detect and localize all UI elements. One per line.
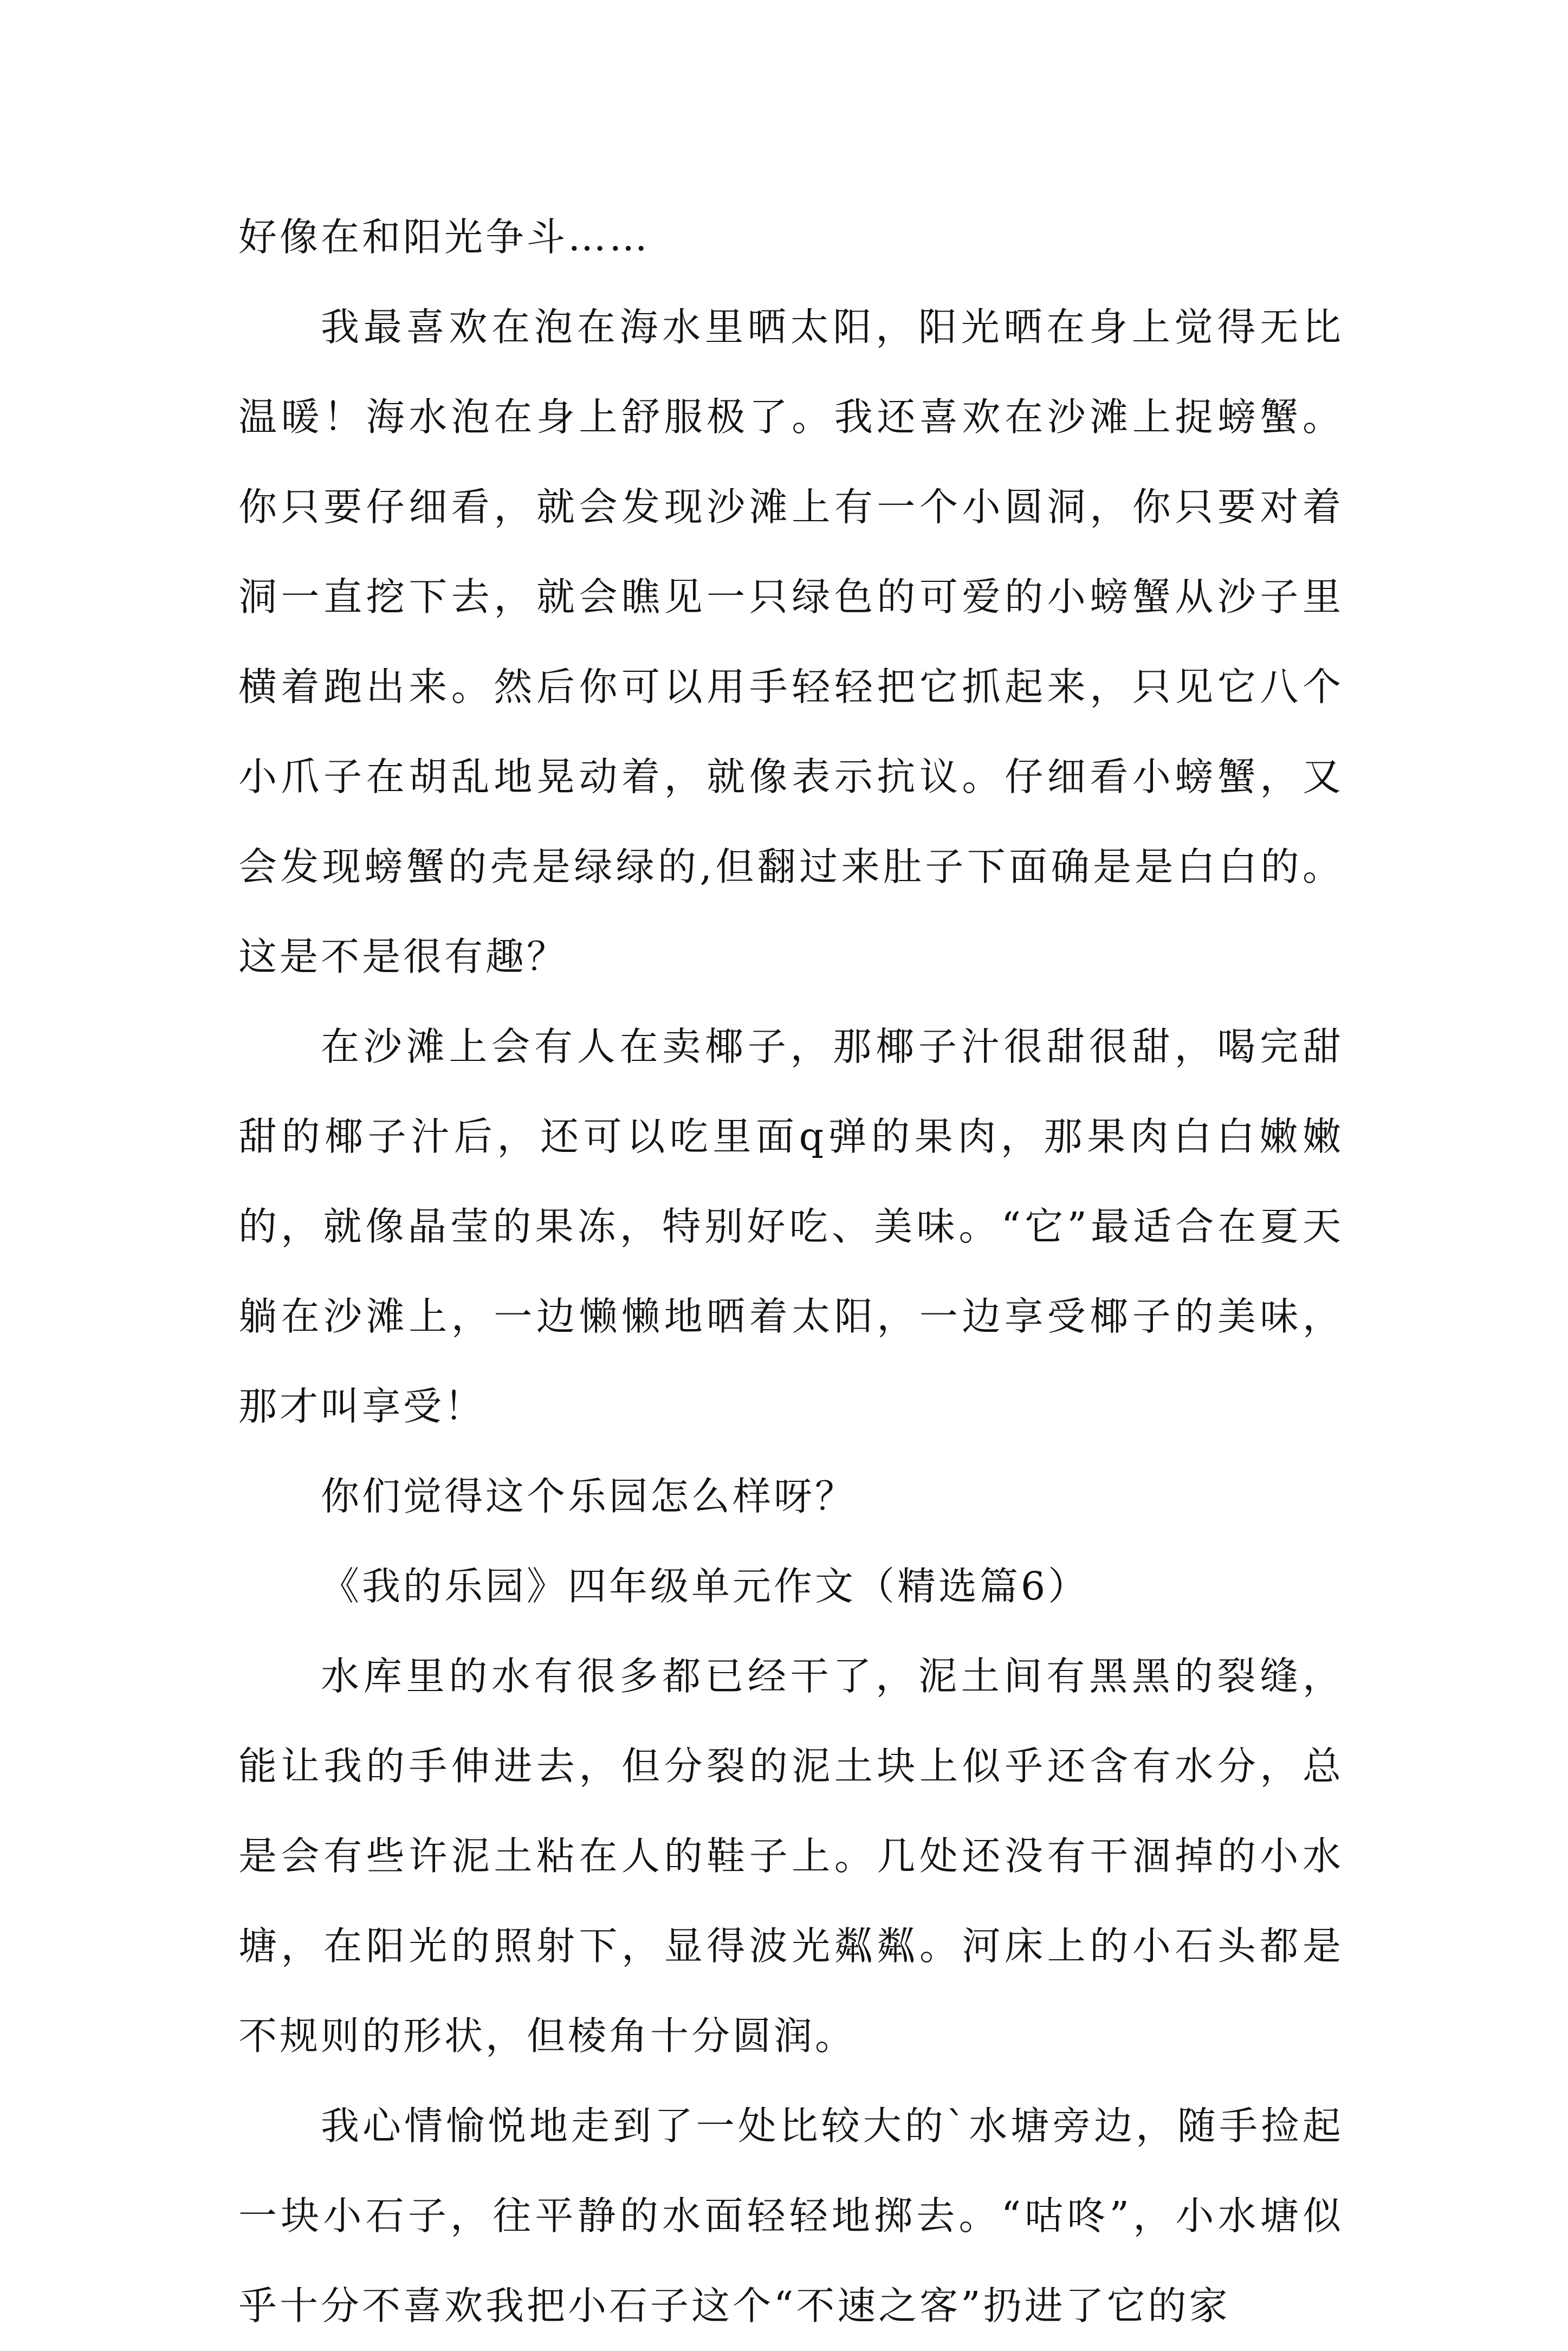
paragraph-6: 我心情愉悦地走到了一处比较大的`水塘旁边，随手捡起一块小石子，往平静的水面轻轻地掷去。“咕咚”，小水塘似乎十分不喜欢我把小石子这个“不速之客”扔进了它的家 [238,2103,1344,2328]
paragraph-4: 你们觉得这个乐园怎么样呀？ [321,1474,857,1519]
paragraph-2: 我最喜欢在泡在海水里晒太阳，阳光晒在身上觉得无比温暖！海水泡在身上舒服极了。我还喜欢在沙滩上捉螃蟹。你只要仔细看，就会发现沙滩上有一个小圆洞，你只要对着洞一直挖下去，就会瞧见一只绿色的可爱的小螃蟹从沙子里横着跑出来。然后你可以用手轻轻把它抓起来，只见它八个小爪子在胡乱地晃动着，就像表示抗议。仔细看小螃蟹，又会发现螃蟹的壳是绿绿的,但翻过来肚子下面确是是白白的。这是不是很有趣？ [238,305,1344,979]
section-heading: 《我的乐园》四年级单元作文（精选篇6） [321,1564,1090,1609]
paragraph-5: 水库里的水有很多都已经干了，泥土间有黑黑的裂缝，能让我的手伸进去，但分裂的泥土块上似乎还含有水分，总是会有些许泥土粘在人的鞋子上。几处还没有干涸掉的小水塘，在阳光的照射下，显得波光粼粼。河床上的小石头都是不规则的形状，但棱角十分圆润。 [238,1654,1344,2058]
paragraph-1: 好像在和阳光争斗…… [238,215,651,260]
document-body [238,192,1344,2351]
paragraph-3: 在沙滩上会有人在卖椰子，那椰子汁很甜很甜，喝完甜甜的椰子汁后，还可以吃里面q弹的果肉，那果肉白白嫩嫩的，就像晶莹的果冻，特别好吃、美味。“它”最适合在夏天躺在沙滩上，一边懒懒地晒着太阳，一边享受椰子的美味，那才叫享受！ [238,1024,1344,1429]
